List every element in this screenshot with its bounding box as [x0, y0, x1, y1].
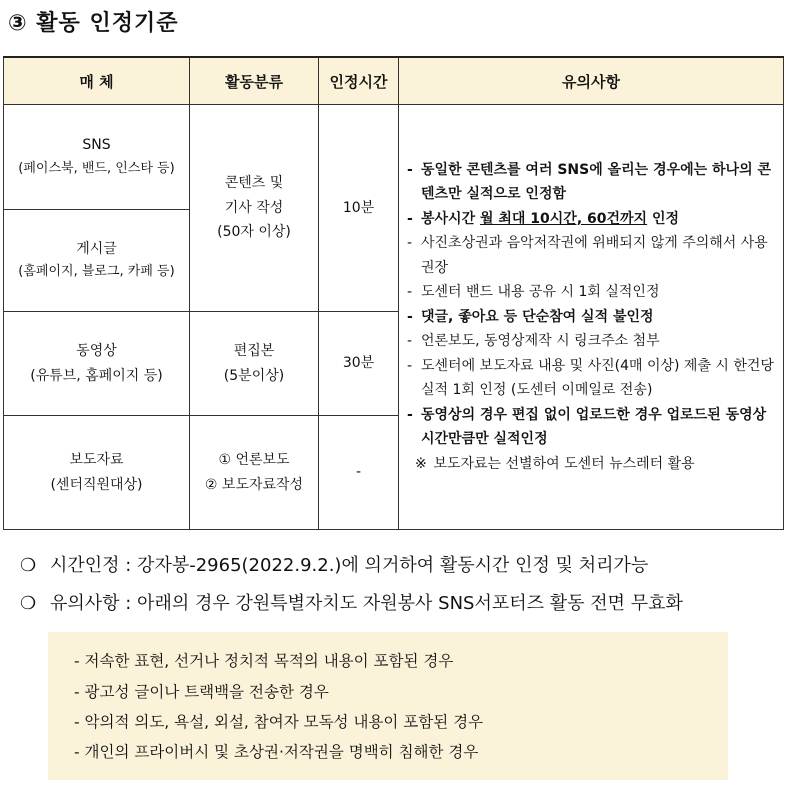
- media-cell-press: [4, 416, 190, 530]
- note-item: ※ 보도자료는 선별하여 도센터 뉴스레터 활용: [407, 452, 775, 477]
- notes-cell: [399, 105, 784, 530]
- header-category: 활동분류: [190, 57, 319, 105]
- category-cell-content: [190, 105, 319, 312]
- time-cell-10: 10분: [319, 105, 399, 312]
- category-line: (5분이상): [223, 367, 285, 384]
- table-row: [4, 105, 784, 210]
- section-title: ③ 활동 인정기준: [8, 11, 179, 36]
- box-item: - 광고성 글이나 트랙백을 전송한 경우: [74, 683, 329, 701]
- header-media: 매 체: [4, 57, 190, 105]
- category-line: (50자 이상): [217, 224, 291, 241]
- bullet-cautions: [20, 589, 683, 615]
- circle-bullet-icon: ❍: [20, 593, 37, 614]
- category-cell-press: [190, 416, 319, 530]
- media-name: 게시글: [76, 240, 117, 257]
- bullet-text: 시간인정 : 강자봉-2965(2022.9.2.)에 의거하여 활동시간 인정 및 처리가능: [50, 555, 649, 576]
- note-item: - 댓글, 좋아요 등 단순참여 실적 불인정: [407, 308, 654, 325]
- media-name: 동영상: [76, 343, 117, 359]
- category-line: 콘텐츠 및: [224, 175, 284, 192]
- media-cell-post: [4, 210, 190, 312]
- category-line: ② 보도자료작성: [204, 476, 304, 493]
- note-item: - 도센터에 보도자료 내용 및 사진(4매 이상) 제출 시 한건당 실적 1회 인정 (도센터 이메일로 전송): [407, 357, 774, 399]
- box-item: - 악의적 의도, 욕설, 외설, 참여자 모독성 내용이 포함된 경우: [74, 713, 484, 731]
- media-cell-sns: [4, 105, 190, 210]
- note-item: - 동일한 콘텐츠를 여러 SNS에 올리는 경우에는 하나의 콘텐츠만 실적으로 인정함: [407, 161, 772, 203]
- bullet-time-recognition: [20, 551, 648, 577]
- media-name: SNS: [82, 137, 111, 154]
- circle-bullet-icon: ❍: [20, 555, 37, 576]
- media-name: 보도자료: [69, 452, 124, 468]
- category-line: ① 언론보도: [218, 452, 290, 468]
- invalidation-box: [48, 632, 728, 780]
- category-cell-edit: [190, 312, 319, 416]
- media-cell-video: [4, 312, 190, 416]
- time-cell-30: 30분: [319, 312, 399, 416]
- bullet-text: 유의사항 : 아래의 경우 강원특별자치도 자원봉사 SNS서포터즈 활동 전면 무효화: [50, 593, 683, 614]
- category-line: 편집본: [233, 343, 275, 359]
- note-item: - 봉사시간 월 최대 10시간, 60건까지 인정: [407, 210, 680, 227]
- header-notes: 유의사항: [399, 57, 784, 105]
- media-sub: (홈페이지, 블로그, 카페 등): [18, 264, 175, 280]
- box-item: - 개인의 프라이버시 및 초상권·저작권을 명백히 침해한 경우: [74, 743, 479, 761]
- media-sub: (센터직원대상): [50, 476, 143, 493]
- box-item: - 저속한 표현, 선거나 정치적 목적의 내용이 포함된 경우: [74, 652, 454, 670]
- time-cell-none: -: [319, 416, 399, 530]
- reference-mark-icon: ※: [415, 455, 427, 472]
- media-sub: (유튜브, 홈페이지 등): [30, 367, 163, 384]
- note-item: - 도센터 밴드 내용 공유 시 1회 실적인정: [407, 284, 660, 301]
- media-sub: (페이스북, 밴드, 인스타 등): [18, 160, 175, 176]
- note-item: - 사진초상권과 음악저작권에 위배되지 않게 주의해서 사용 권장: [407, 235, 768, 276]
- header-time: 인정시간: [319, 57, 399, 105]
- note-item: - 동영상의 경우 편집 없이 업로드한 경우 업로드된 동영상 시간만큼만 실적인정: [407, 406, 767, 448]
- criteria-table: [3, 56, 784, 530]
- table-header-row: [4, 57, 784, 105]
- category-line: 기사 작성: [224, 199, 284, 216]
- note-item: - 언론보도, 동영상제작 시 링크주소 첨부: [407, 333, 660, 350]
